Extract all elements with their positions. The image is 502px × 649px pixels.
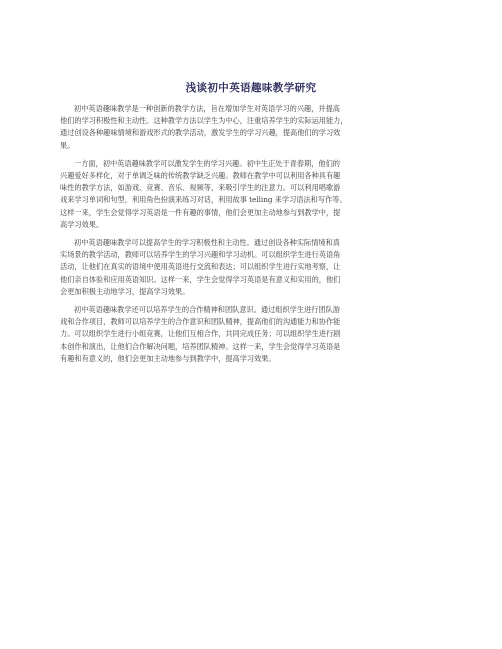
text-line: 戏和合作项目，教师可以培养学生的合作意识和团队精神，提高他们的沟通能力和协作能	[60, 317, 341, 327]
text-line: 活动，让他们在真实的语境中使用英语进行交流和表达；可以组织学生进行实地考察，让	[60, 262, 341, 272]
paragraph-3	[60, 237, 440, 298]
text-line: 果。	[60, 140, 75, 150]
text-line: 通过创设各种趣味情境和游戏形式的教学活动，激发学生的学习兴趣，提高他们的学习效	[60, 128, 341, 138]
text-line: 这样一来，学生会觉得学习英语是一件有趣的事情，他们会更加主动地参与到教学中，提	[60, 207, 341, 217]
text-line: 会更加积极主动地学习，提高学习效果。	[60, 286, 190, 296]
document-body	[60, 103, 440, 371]
text-line: 他们亲自体验和应用英语知识。这样一来，学生会觉得学习英语是有意义和实用的，他们	[60, 274, 341, 284]
paragraph-1	[60, 103, 440, 152]
text-line: 味性的教学方法，如游戏、竞赛、音乐、视频等，来吸引学生的注意力。可以利用唱歌游	[60, 183, 341, 193]
text-line: 戏来学习单词和句型，利用角色扮演来练习对话，利用故事 telling 来学习语法和写作等。	[60, 195, 347, 205]
text-line: 实场景的教学活动，教师可以培养学生的学习兴趣和学习动机。可以组织学生进行英语角	[60, 250, 341, 260]
text-line: 一方面，初中英语趣味教学可以激发学生的学习兴趣。初中生正处于青春期，他们的	[74, 158, 340, 168]
text-line: 初中英语趣味教学是一种创新的教学方法，旨在增加学生对英语学习的兴趣，并提高	[74, 104, 340, 113]
document-title: 浅谈初中英语趣味教学研究	[185, 82, 317, 94]
text-line: 兴趣爱好多样化，对于单调乏味的传统教学缺乏兴趣。教师在教学中可以利用各种具有趣	[60, 171, 341, 181]
text-line: 高学习效果。	[60, 219, 104, 229]
paragraph-2	[60, 158, 440, 231]
text-line: 初中英语趣味教学可以提高学生的学习积极性和主动性。通过创设各种实际情境和真	[74, 238, 340, 248]
text-line: 本创作和演出，让他们合作解决问题，培养团队精神。这样一来，学生会觉得学习英语是	[60, 341, 341, 351]
text-line: 初中英语趣味教学还可以培养学生的合作精神和团队意识。通过组织学生进行团队游	[74, 305, 340, 315]
text-line: 他们的学习积极性和主动性。这种教学方法以学生为中心，注重培养学生的实际运用能力，	[60, 116, 348, 126]
text-line: 力。可以组织学生进行小组竞赛，让他们互相合作，共同完成任务；可以组织学生进行剧	[60, 329, 341, 339]
text-line: 有趣和有意义的，他们会更加主动地参与到教学中，提高学习效果。	[60, 353, 276, 363]
paragraph-4	[60, 304, 440, 365]
